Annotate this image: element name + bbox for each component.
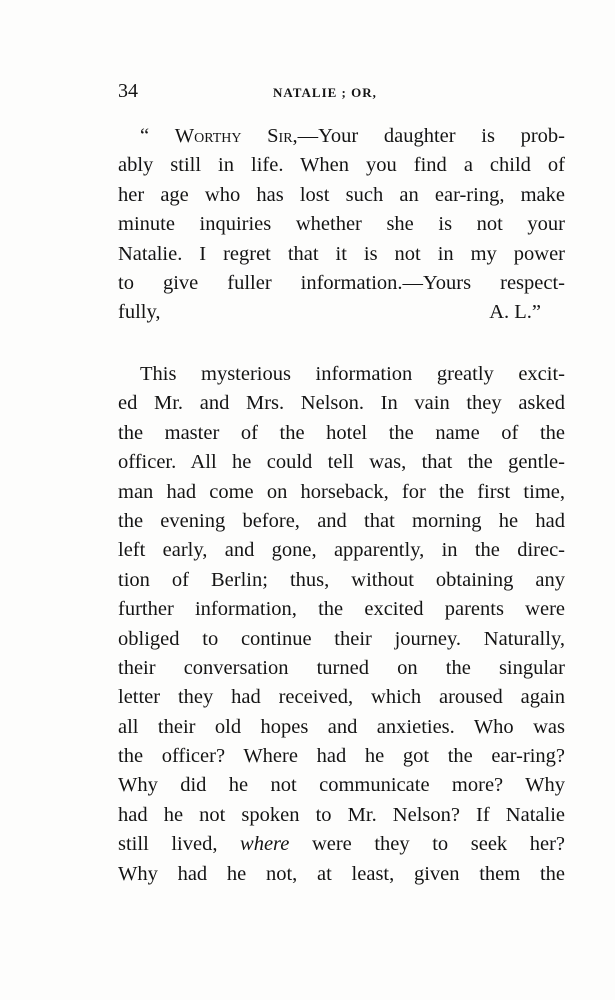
paragraph-line: the officer? Where had he got the ear-ring? xyxy=(118,745,565,768)
letter-line: her age who has lost such an ear-ring, make xyxy=(118,183,565,206)
italic-emphasis: where xyxy=(240,833,290,856)
page-header xyxy=(118,80,568,104)
paragraph-line: This mysterious information greatly excit- xyxy=(140,363,565,385)
paragraph-line: letter they had received, which aroused again xyxy=(118,686,565,709)
letter-line: Natalie. I regret that it is not in my power xyxy=(118,242,565,265)
narrative-paragraph xyxy=(118,360,565,889)
paragraph-line: Why did he not communicate more? Why xyxy=(118,774,565,797)
paragraph-line: had he not spoken to Mr. Nelson? If Natalie xyxy=(118,803,565,826)
paragraph-line: obliged to continue their journey. Naturally, xyxy=(118,627,565,650)
letter-closing-line xyxy=(118,298,565,327)
paragraph-line: all their old hopes and anxieties. Who was xyxy=(118,715,565,738)
paragraph-line: tion of Berlin; thus, without obtaining any xyxy=(118,568,565,591)
paragraph-line: ed Mr. and Mrs. Nelson. In vain they asked xyxy=(118,392,565,415)
letter-closing: fully, xyxy=(118,301,161,324)
paragraph-line: man had come on horseback, for the first time, xyxy=(118,480,565,503)
line-text: still lived, xyxy=(118,833,218,856)
running-head: NATALIE ; OR, xyxy=(273,85,377,100)
letter-line xyxy=(118,122,565,151)
line-text: were they to seek her? xyxy=(311,833,566,856)
paragraph-line xyxy=(118,830,565,859)
letter-line: to give fuller information.—Yours respect- xyxy=(118,271,565,294)
letter-salutation: Worthy Sir, xyxy=(174,125,298,147)
paragraph-line: their conversation turned on the singular xyxy=(118,656,565,679)
letter-line-text: —Your daughter is prob- xyxy=(297,125,565,147)
page-number: 34 xyxy=(118,80,138,102)
paragraph-line: left early, and gone, apparently, in the direc- xyxy=(118,539,565,562)
letter-quote xyxy=(118,122,565,328)
paragraph-line: the master of the hotel the name of the xyxy=(118,421,565,444)
letter-signature: A. L.” xyxy=(489,301,541,324)
paragraph-line: Why had he not, at least, given them the xyxy=(118,862,565,885)
paragraph-line: officer. All he could tell was, that the gentle- xyxy=(118,451,565,474)
paragraph-line: further information, the excited parents were xyxy=(118,598,565,621)
paragraph-line: the evening before, and that morning he had xyxy=(118,509,565,532)
opening-quote: “ xyxy=(140,125,175,147)
letter-line: ably still in life. When you find a child of xyxy=(118,154,565,177)
letter-line: minute inquiries whether she is not your xyxy=(118,213,565,236)
